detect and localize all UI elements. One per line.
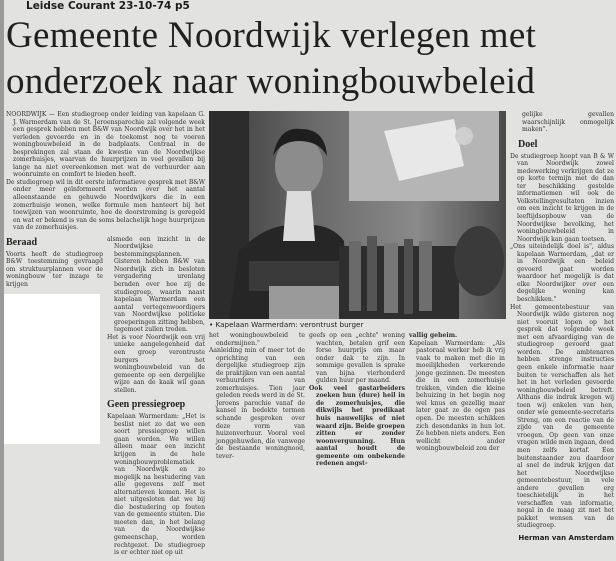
paragraph: gelijke gevallen waarschijnlijk onmogelijk maken". xyxy=(522,111,614,134)
lower-columns xyxy=(209,332,506,468)
paragraph: Ook veel gastarbeiders zoeken hun (dure) heil in de zomerhuisjes, die dikwijls het predikaat huis nauwelijks of niet waard zijn. Beide groepen zitten er zonder woonvergunning. Hun aantal houdt de gemeente om onbekende redenen angst- xyxy=(309,384,405,468)
subheading-geen-pressiegroep: Geen pressiegroep xyxy=(107,399,186,411)
paragraph: Het is voor Noordwijk een vrij unieke aangelegenheid dat een groep verontruste burgers het woningbouwbeleid van de gemeente op een dergelijke wijze aan de kaak wil gaan stellen. xyxy=(107,333,205,394)
upper-row xyxy=(6,111,506,557)
column-3 xyxy=(209,332,305,468)
paragraph: Aanleiding min of meer tot de oprichting van een dergelijke studiegroep zijn de praktijken van een aantal verhuurders van zomerhuisjes. Tien jaar geleden reeds werd in de St. Jeroens parochie vanaf de kansel in bedekte termen schande gesproken over deze vorm van huizenverhuur. Vooral veel jonggehuwden, die vanwege de bestaande woningnood, tever- xyxy=(209,347,305,460)
paragraph: Kapelaan Warmerdam: „Als pastoraal werker heb ik vrij vaak te maken met die in moeilijkheden verkerende jonge gezinnen. De meesten die in een zomerhuisje trekken, vinden die kleine behuizing in het begin nog wel knus en gezellig maar later gaat ze de ogen pas open. De meesten schikken zich desondanks in hun lot. Ze hebben niets anders. Een wellicht ander woningbouwbeleid zou der xyxy=(409,339,505,453)
paragraph: het woningbouwbeleid te ondermijnen." xyxy=(209,332,305,347)
photo-caption: • Kapelaan Warmerdam: verontrust burger xyxy=(209,320,364,329)
page-edge xyxy=(0,0,4,561)
beraad-col2 xyxy=(107,236,205,394)
source-label: Leidse Courant 23-10-74 p5 xyxy=(26,0,190,12)
article-body xyxy=(6,111,615,557)
paragraph: De studiegroep hoopt van B & W van Noordwijk zowel medewerking verkrijgen dat ze op korte termijn met de dan ter beschikking gestelde informatiemen wil ook de Volkstellingresultaten inzien om een inzicht te krijgen in de leeftijdsopbouw van de Noordwijkse bevolking, het woningbouwbeleid in Noordwijk kan gaan toetsen. xyxy=(510,152,614,243)
section-columns xyxy=(6,232,205,557)
photo-area xyxy=(209,111,506,468)
right-col-text xyxy=(510,153,614,530)
photo-image xyxy=(209,111,506,319)
beraad-col2-area xyxy=(107,232,205,557)
paragraph: Kapelaan Warmerdam: „Het is beslist niet zo dat we een soort pressiegroep willen gaan worden. We willen alleen maar een inzicht krijgen in de hele woningbouwproblematiek van Noordwijk en zo mogelijk na bestudering van alle gegevens zelf met alternatieven komen. Het is niet uitgesloten dat we bij die bestudering op fouten van de gemeente stuiten. Die moeten dan, in het belang van de Noordwijkse gemeenschap, worden rechtgezet. De studiegroep is er echter niet op uit xyxy=(107,413,205,557)
lead-paragraph: De studiegroep wil in dit eerste informatieve gesprek met B&W onder meer geïnformeerd worden over het aantal alleenstaande en gehuwde Noordwijkers die in een zomerhuisje wonen, welke formule men hanteert bij het toewijzen van woonruimte, hoe de doorstroming is geregeld en wat er bekend is van de soms belachelijk hoge huurprijzen van de zomerhuisjes. xyxy=(6,178,205,232)
paragraph: Voorts heeft de studiegroep B&W toestemming gevraagd om struktuurplannen voor de woningbouw ter inzage te krijgen xyxy=(6,250,103,288)
subheading-beraad: Beraad xyxy=(6,236,38,248)
column-4 xyxy=(309,332,405,468)
paragraph: „Ons uiteindelijk doel is", aldus kapelaan Warmerdam, „dat er in Noordwijk een beleid gevoerd gaat worden waardoor het mogelijk is dat elke Noordwijker over een degelijke woning kan beschikken." xyxy=(510,243,614,304)
subheading-doel: Doel xyxy=(518,138,538,150)
beraad-col1-area xyxy=(6,232,103,445)
paragraph: vallig geheim. xyxy=(409,332,458,339)
lead-text xyxy=(6,111,205,232)
paragraph: geefs op een „echte" woning wachten, betalen grif een forse huurprijs om maar onder dak te zijn. In sommige gevallen is sprake van bijna vierhonderd gulden huur per maand. xyxy=(309,332,405,385)
beraad-col1 xyxy=(6,251,103,289)
column-5 xyxy=(409,332,505,468)
headline-line-2: onderzoek naar woningbouwbeleid xyxy=(6,61,536,102)
paragraph: Het gemeentebestuur van Noordwijk wilde gisteren nog niet vooruit lopen op het gesprek dat volgende week met een afvaardiging van de studiegroep gevoerd gaat worden. De ambtenaren hebben strenge instructies geen enkele informatie naar buiten te verschaffen als het het in het verleden gevoerde woningbouwbeleid betreft. Althans die indruk kregen wij toen wij enkelen van hen, onder wie gemeente-secretaris Streng, om een reactie van de zijde van de gemeente vroegen. Op geen van onze vragen wilde men ingaan, deed men zelfs kortaf. Een buitenstaander zou daardoor al snel de indruk krijgen dat het Noordwijkse gemeentebestuur, in vele andere gevallen erg toeschietelijk in het verschaffen van informatie, nogal in de maag zit met het pakket wensen van de studiegroep. xyxy=(510,303,615,530)
left-part xyxy=(6,111,506,557)
right-column xyxy=(510,111,614,543)
paragraph: alsmede een inzicht in de Noordwijkse bestemmingsplannen. Gisteren hebben B&W van Noordwijk zich in besloten vergadering urenlang beraden over hoe zij de studiegroep, waarin naast kapelaan Warmerdam een aantal vertegenwoordigers van Noordwijkse politieke groeperingen zitting hebben, tegemoet zullen treden. xyxy=(107,235,205,334)
lead-paragraph: NOORDWIJK — Een studiegroep onder leiding van kapelaan G. J. Warmerdam van de St. Jeroensparochie zal volgende week een gesprek hebben met B&W van Noordwijk over het in het verleden gevoerde en in de toekomst nog te voeren woningbouwbeleid in de badplaats. Centraal in de besprekingen zal staan de kwestie van de Noordwijkse zomerhuisjes, waarvan de huurprijzen in veel gevallen bij lange na niet overeenkomen met wat de verhuurder aan woonruimte en comfort te bieden heeft. xyxy=(6,111,205,179)
pressiegroep-text xyxy=(107,413,205,556)
headline-line-1: Gemeente Noordwijk verlegen met xyxy=(6,15,537,56)
article-photo xyxy=(209,111,506,319)
byline: Herman van Amsterdam xyxy=(518,533,614,542)
text-area xyxy=(6,111,205,557)
blank-area xyxy=(0,294,100,444)
right-col-top xyxy=(510,111,614,134)
